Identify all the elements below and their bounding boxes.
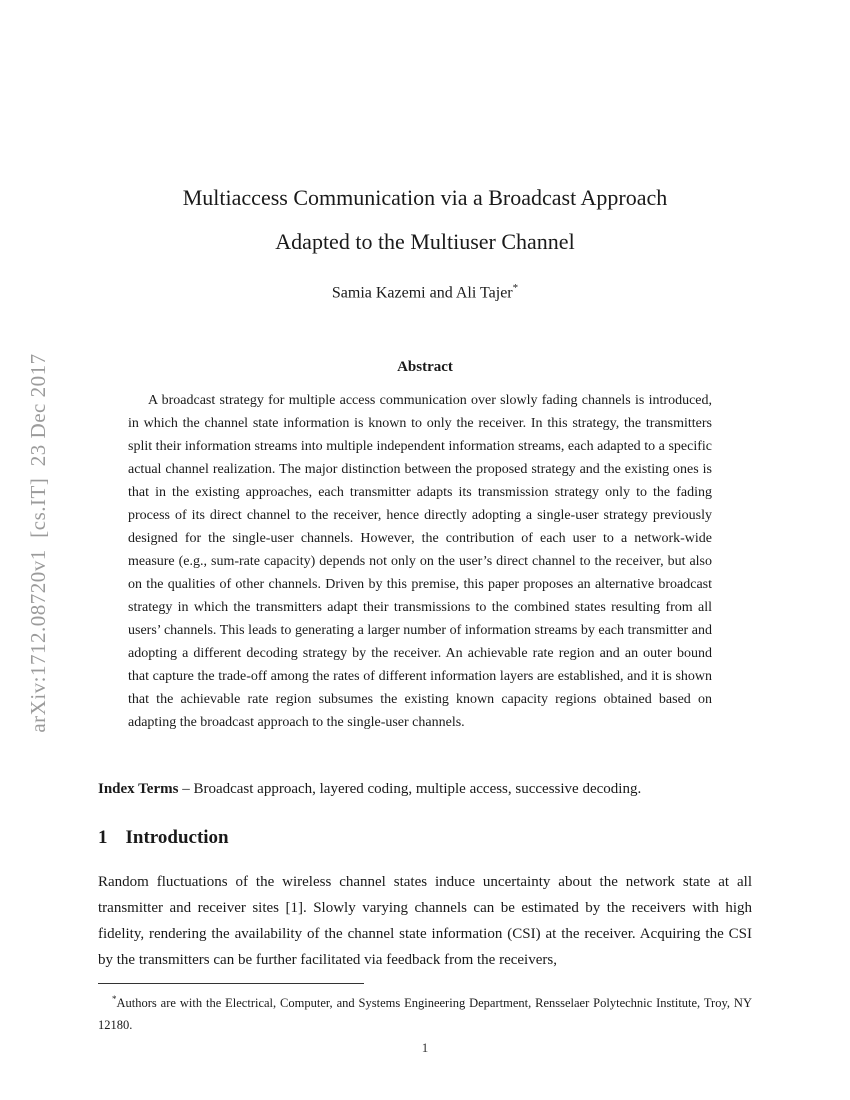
footnote-rule (98, 983, 364, 984)
index-terms-text: – Broadcast approach, layered coding, multiple access, successive decoding. (182, 781, 642, 797)
section-1-number: 1 (98, 827, 108, 848)
author-line (0, 282, 850, 302)
paper-title (0, 184, 850, 272)
paper-title-line-1: Multiaccess Communication via a Broadcast Approach (182, 185, 668, 210)
arxiv-watermark: arXiv:1712.08720v1 [cs.IT] 23 Dec 2017 (26, 353, 50, 733)
page-number: 1 (421, 1040, 429, 1055)
paper-title-line-2: Adapted to the Multiuser Channel (275, 229, 575, 254)
section-1-heading (98, 827, 752, 849)
footnote-text: Authors are with the Electrical, Computer, and Systems Engineering Department, Rensselaer Polytechnic Institute, Troy, NY 12180. (98, 996, 752, 1033)
footnote (98, 988, 752, 1036)
index-terms-line (98, 777, 752, 802)
section-1-paragraph: Random fluctuations of the wireless channel states induce uncertainty about the network state at all transmitter and receiver sites [1]. Slowly varying channels can be estimated by the receivers with high fidelity, rendering the availability of the channel state information (CSI) at the receiver. Acquiring the CSI by the transmitters can be further facilitated via feedback from the receivers, (98, 874, 752, 968)
footnote-marker: * (112, 994, 117, 1004)
abstract-heading: Abstract (397, 359, 453, 375)
index-terms-label: Index Terms (98, 781, 179, 797)
section-1-title: Introduction (125, 827, 229, 848)
author-affiliation-marker: * (512, 282, 519, 294)
abstract-text: A broadcast strategy for multiple access communication over slowly fading channels is introduced, in which the channel state information is known to only the receiver. In this strategy, the transmitters split their information streams into multiple independent information streams, each adapted to a specific actual channel realization. The major distinction between the proposed strategy and the existing ones is that in the existing approaches, each transmitter adapts its transmission strategy only to the fading process of its direct channel to the receiver, hence directly adopting a single-user strategy previously designed for the single-user channels. However, the contribution of each user to a network-wide measure (e.g., sum-rate capacity) depends not only on the user’s direct channel to the receiver, but also on the qualities of other channels. Driven by this premise, this paper proposes an alternative broadcast strategy in which the transmitters adapt their transmissions to the combined states resulting from all users’ channels. This leads to generating a larger number of information streams by each transmitter and adopting a different decoding strategy by the receiver. An achievable rate region and an outer bound that capture the trade-off among the rates of different information layers are established, and it is shown that the achievable rate region subsumes the existing known capacity regions obtained based on adapting the broadcast approach to the single-user channels. (128, 393, 712, 730)
author-names: Samia Kazemi and Ali Tajer (331, 284, 513, 302)
